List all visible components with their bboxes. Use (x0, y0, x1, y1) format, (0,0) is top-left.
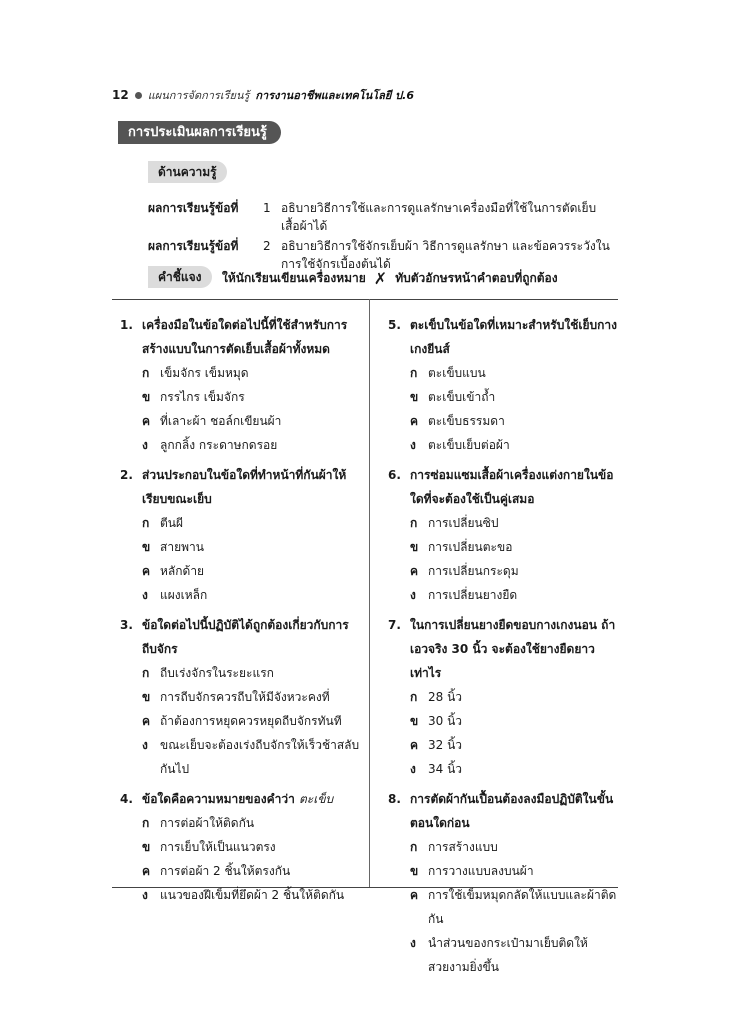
question-text-main: ส่วนประกอบในข้อใดที่ทำหน้าที่กันผ้าให้เรียบขณะเย็บ (142, 468, 347, 506)
choice-letter: ข (142, 390, 151, 404)
choice-text: การถีบจักรควรถีบให้มีจังหวะคงที่ (160, 690, 330, 704)
choice-letter: ค (410, 738, 419, 752)
question-number: 1. (120, 318, 133, 332)
answer-choice[interactable] (120, 433, 360, 457)
question-stem (388, 613, 620, 685)
question-text (410, 313, 620, 361)
choice-text: หลักด้าย (160, 564, 205, 578)
answer-choice[interactable] (120, 733, 360, 781)
choice-letter: ข (142, 840, 151, 854)
question-text (410, 613, 620, 685)
question-stem (388, 313, 620, 361)
questions-left-column (120, 313, 360, 913)
choice-text: 32 นิ้ว (428, 738, 463, 752)
question-number: 4. (120, 792, 133, 806)
question-text-main: การซ่อมแซมเสื้อผ้าเครื่องแต่งกายในข้อใดที่จะต้องใช้เป็นคู่เสมอ (410, 468, 614, 506)
choice-text: 34 นิ้ว (428, 762, 463, 776)
answer-choice[interactable] (388, 757, 620, 781)
question-text (142, 613, 360, 661)
answer-choice[interactable] (120, 661, 360, 685)
choice-text: 30 นิ้ว (428, 714, 463, 728)
answer-choice[interactable] (120, 361, 360, 385)
choice-text: การต่อผ้าให้ติดกัน (160, 816, 255, 830)
choice-letter: ก (410, 690, 418, 704)
answer-choice[interactable] (120, 811, 360, 835)
choice-letter: ง (142, 738, 148, 752)
question (388, 787, 620, 979)
learning-outcomes (148, 199, 628, 275)
choice-text: ตะเข็บเข้าถ้ำ (428, 390, 496, 404)
choice-letter: ค (142, 414, 151, 428)
choice-letter: ง (142, 888, 148, 902)
answer-choice[interactable] (388, 583, 620, 607)
question (388, 313, 620, 457)
answer-choice[interactable] (388, 511, 620, 535)
question-text (410, 463, 620, 511)
question-number: 6. (388, 468, 401, 482)
question-number: 2. (120, 468, 133, 482)
question-text-main: ข้อใดต่อไปนี้ปฏิบัติได้ถูกต้องเกี่ยวกับการถีบจักร (142, 618, 349, 656)
choice-text: สายพาน (160, 540, 204, 554)
question-text (142, 313, 360, 361)
answer-choice[interactable] (120, 685, 360, 709)
choice-text: แนวของฝีเข็มที่ยึดผ้า 2 ชิ้นให้ติดกัน (160, 888, 345, 902)
instruction-before: ให้นักเรียนเขียนเครื่องหมาย (222, 271, 366, 285)
choice-text: การวางแบบลงบนผ้า (428, 864, 534, 878)
choice-text: ที่เลาะผ้า ชอล์กเขียนผ้า (160, 414, 282, 428)
question-number: 3. (120, 618, 133, 632)
choice-letter: ง (142, 588, 148, 602)
choice-letter: ก (142, 816, 150, 830)
top-divider (112, 299, 618, 300)
choice-letter: ง (410, 936, 416, 950)
choice-letter: ง (410, 762, 416, 776)
question-stem (388, 787, 620, 835)
choice-letter: ง (410, 438, 416, 452)
choice-text: เข็มจักร เข็มหมุด (160, 366, 249, 380)
answer-choice[interactable] (120, 535, 360, 559)
column-divider (369, 299, 370, 887)
question (120, 787, 360, 907)
question (388, 463, 620, 607)
knowledge-tag: ด้านความรู้ (148, 161, 227, 183)
instruction-text (222, 269, 558, 288)
question-stem (120, 787, 360, 811)
choice-letter: ก (410, 840, 418, 854)
outcome-item (148, 237, 628, 273)
choice-text: การสร้างแบบ (428, 840, 498, 854)
question-text-main: ในการเปลี่ยนยางยืดขอบกางเกงนอน ถ้าเอวจริง 30 นิ้ว จะต้องใช้ยางยืดยาวเท่าไร (410, 618, 616, 680)
answer-choice[interactable] (388, 559, 620, 583)
choice-text: 28 นิ้ว (428, 690, 463, 704)
choice-text: นำส่วนของกระเป๋ามาเย็บติดให้สวยงามยิ่งขึ้น (428, 936, 588, 974)
choice-text: การต่อผ้า 2 ชิ้นให้ตรงกัน (160, 864, 291, 878)
choice-letter: ค (142, 714, 151, 728)
choice-text: กรรไกร เข็มจักร (160, 390, 245, 404)
outcome-label: ผลการเรียนรู้ข้อที่ (148, 239, 239, 253)
bullet-dot-icon (135, 92, 142, 99)
choice-text: ตะเข็บแบน (428, 366, 486, 380)
page-header (112, 86, 414, 104)
x-mark-icon: ✗ (373, 269, 388, 288)
choice-letter: ค (410, 414, 419, 428)
answer-choice[interactable] (120, 559, 360, 583)
answer-choice[interactable] (120, 883, 360, 907)
question-text (410, 787, 620, 835)
choice-text: การใช้เข็มหมุดกลัดให้แบบและผ้าติดกัน (428, 888, 617, 926)
question-stem (120, 313, 360, 361)
choice-letter: ข (410, 864, 419, 878)
choice-text: ตะเข็บเย็บต่อผ้า (428, 438, 510, 452)
question-emphasis: ตะเข็บ (299, 792, 334, 806)
answer-choice[interactable] (388, 361, 620, 385)
choice-letter: ข (410, 714, 419, 728)
answer-choice[interactable] (388, 685, 620, 709)
answer-choice[interactable] (388, 433, 620, 457)
question (120, 313, 360, 457)
answer-choice[interactable] (388, 709, 620, 733)
instruction-tag: คำชี้แจง (148, 266, 212, 288)
answer-choice[interactable] (388, 835, 620, 859)
header-subject: การงานอาชีพและเทคโนโลยี ป.6 (255, 89, 414, 102)
outcome-item (148, 199, 628, 235)
choice-text: ถีบเร่งจักรในระยะแรก (160, 666, 274, 680)
answer-choice[interactable] (120, 709, 360, 733)
question (120, 613, 360, 781)
choice-letter: ก (142, 366, 150, 380)
choice-text: การเปลี่ยนกระดุม (428, 564, 519, 578)
questions-right-column (388, 313, 620, 985)
choice-letter: ง (142, 438, 148, 452)
choice-letter: ก (142, 666, 150, 680)
answer-choice[interactable] (388, 883, 620, 931)
answer-choice[interactable] (388, 733, 620, 757)
choice-letter: ข (142, 540, 151, 554)
question-stem (120, 613, 360, 661)
question-number: 5. (388, 318, 401, 332)
choice-text: ลูกกลิ้ง กระดาษกดรอย (160, 438, 278, 452)
question-stem (388, 463, 620, 511)
answer-choice[interactable] (388, 535, 620, 559)
answer-choice[interactable] (120, 835, 360, 859)
outcome-label: ผลการเรียนรู้ข้อที่ (148, 201, 239, 215)
question (120, 463, 360, 607)
instruction-after: ทับตัวอักษรหน้าคำตอบที่ถูกต้อง (395, 271, 558, 285)
choice-letter: ค (410, 564, 419, 578)
question-stem (120, 463, 360, 511)
outcome-text: อธิบายวิธีการใช้จักรเย็บผ้า วิธีการดูแลรักษา และข้อควรระวังในการใช้จักรเบื้องต้นได้ (281, 239, 610, 271)
choice-letter: ข (410, 390, 419, 404)
choice-letter: ค (410, 888, 419, 902)
question-text-main: เครื่องมือในข้อใดต่อไปนี้ที่ใช้สำหรับการสร้างแบบในการตัดเย็บเสื้อผ้าทั้งหมด (142, 318, 348, 356)
question-number: 8. (388, 792, 401, 806)
choice-text: แผงเหล็ก (160, 588, 208, 602)
outcome-number: 2 (263, 239, 271, 253)
page-number: 12 (112, 88, 129, 102)
choice-text: ขณะเย็บจะต้องเร่งถีบจักรให้เร็วช้าสลับกันไป (160, 738, 360, 776)
question-text (142, 787, 360, 811)
choice-text: การเปลี่ยนยางยืด (428, 588, 518, 602)
answer-choice[interactable] (120, 583, 360, 607)
answer-choice[interactable] (120, 511, 360, 535)
answer-choice[interactable] (120, 859, 360, 883)
outcome-text: อธิบายวิธีการใช้และการดูแลรักษาเครื่องมือที่ใช้ในการตัดเย็บเสื้อผ้าได้ (281, 201, 597, 233)
choice-text: การเย็บให้เป็นแนวตรง (160, 840, 276, 854)
answer-choice[interactable] (388, 385, 620, 409)
answer-choice[interactable] (388, 859, 620, 883)
choice-text: การเปลี่ยนซิป (428, 516, 499, 530)
question-text (142, 463, 360, 511)
header-guide: แผนการจัดการเรียนรู้ (147, 89, 250, 102)
choice-letter: ข (142, 690, 151, 704)
choice-letter: ข (410, 540, 419, 554)
question (388, 613, 620, 781)
choice-text: ถ้าต้องการหยุดควรหยุดถีบจักรทันที (160, 714, 342, 728)
choice-letter: ก (142, 516, 150, 530)
choice-letter: ค (142, 864, 151, 878)
choice-text: การเปลี่ยนตะขอ (428, 540, 513, 554)
answer-choice[interactable] (120, 385, 360, 409)
choice-letter: ง (410, 588, 416, 602)
answer-choice[interactable] (388, 409, 620, 433)
choice-letter: ก (410, 366, 418, 380)
question-number: 7. (388, 618, 401, 632)
choice-text: ตีนผี (160, 516, 184, 530)
question-text-main: ตะเข็บในข้อใดที่เหมาะสำหรับใช้เย็บกางเกงยีนส์ (410, 318, 617, 356)
outcome-number: 1 (263, 201, 271, 215)
choice-letter: ก (410, 516, 418, 530)
choice-letter: ค (142, 564, 151, 578)
question-text-main: การตัดผ้ากันเปื้อนต้องลงมือปฏิบัติในขั้นตอนใดก่อน (410, 792, 614, 830)
answer-choice[interactable] (120, 409, 360, 433)
section-title: การประเมินผลการเรียนรู้ (118, 121, 281, 144)
question-text-main: ข้อใดคือความหมายของคำว่า (142, 792, 295, 806)
choice-text: ตะเข็บธรรมดา (428, 414, 505, 428)
answer-choice[interactable] (388, 931, 620, 979)
